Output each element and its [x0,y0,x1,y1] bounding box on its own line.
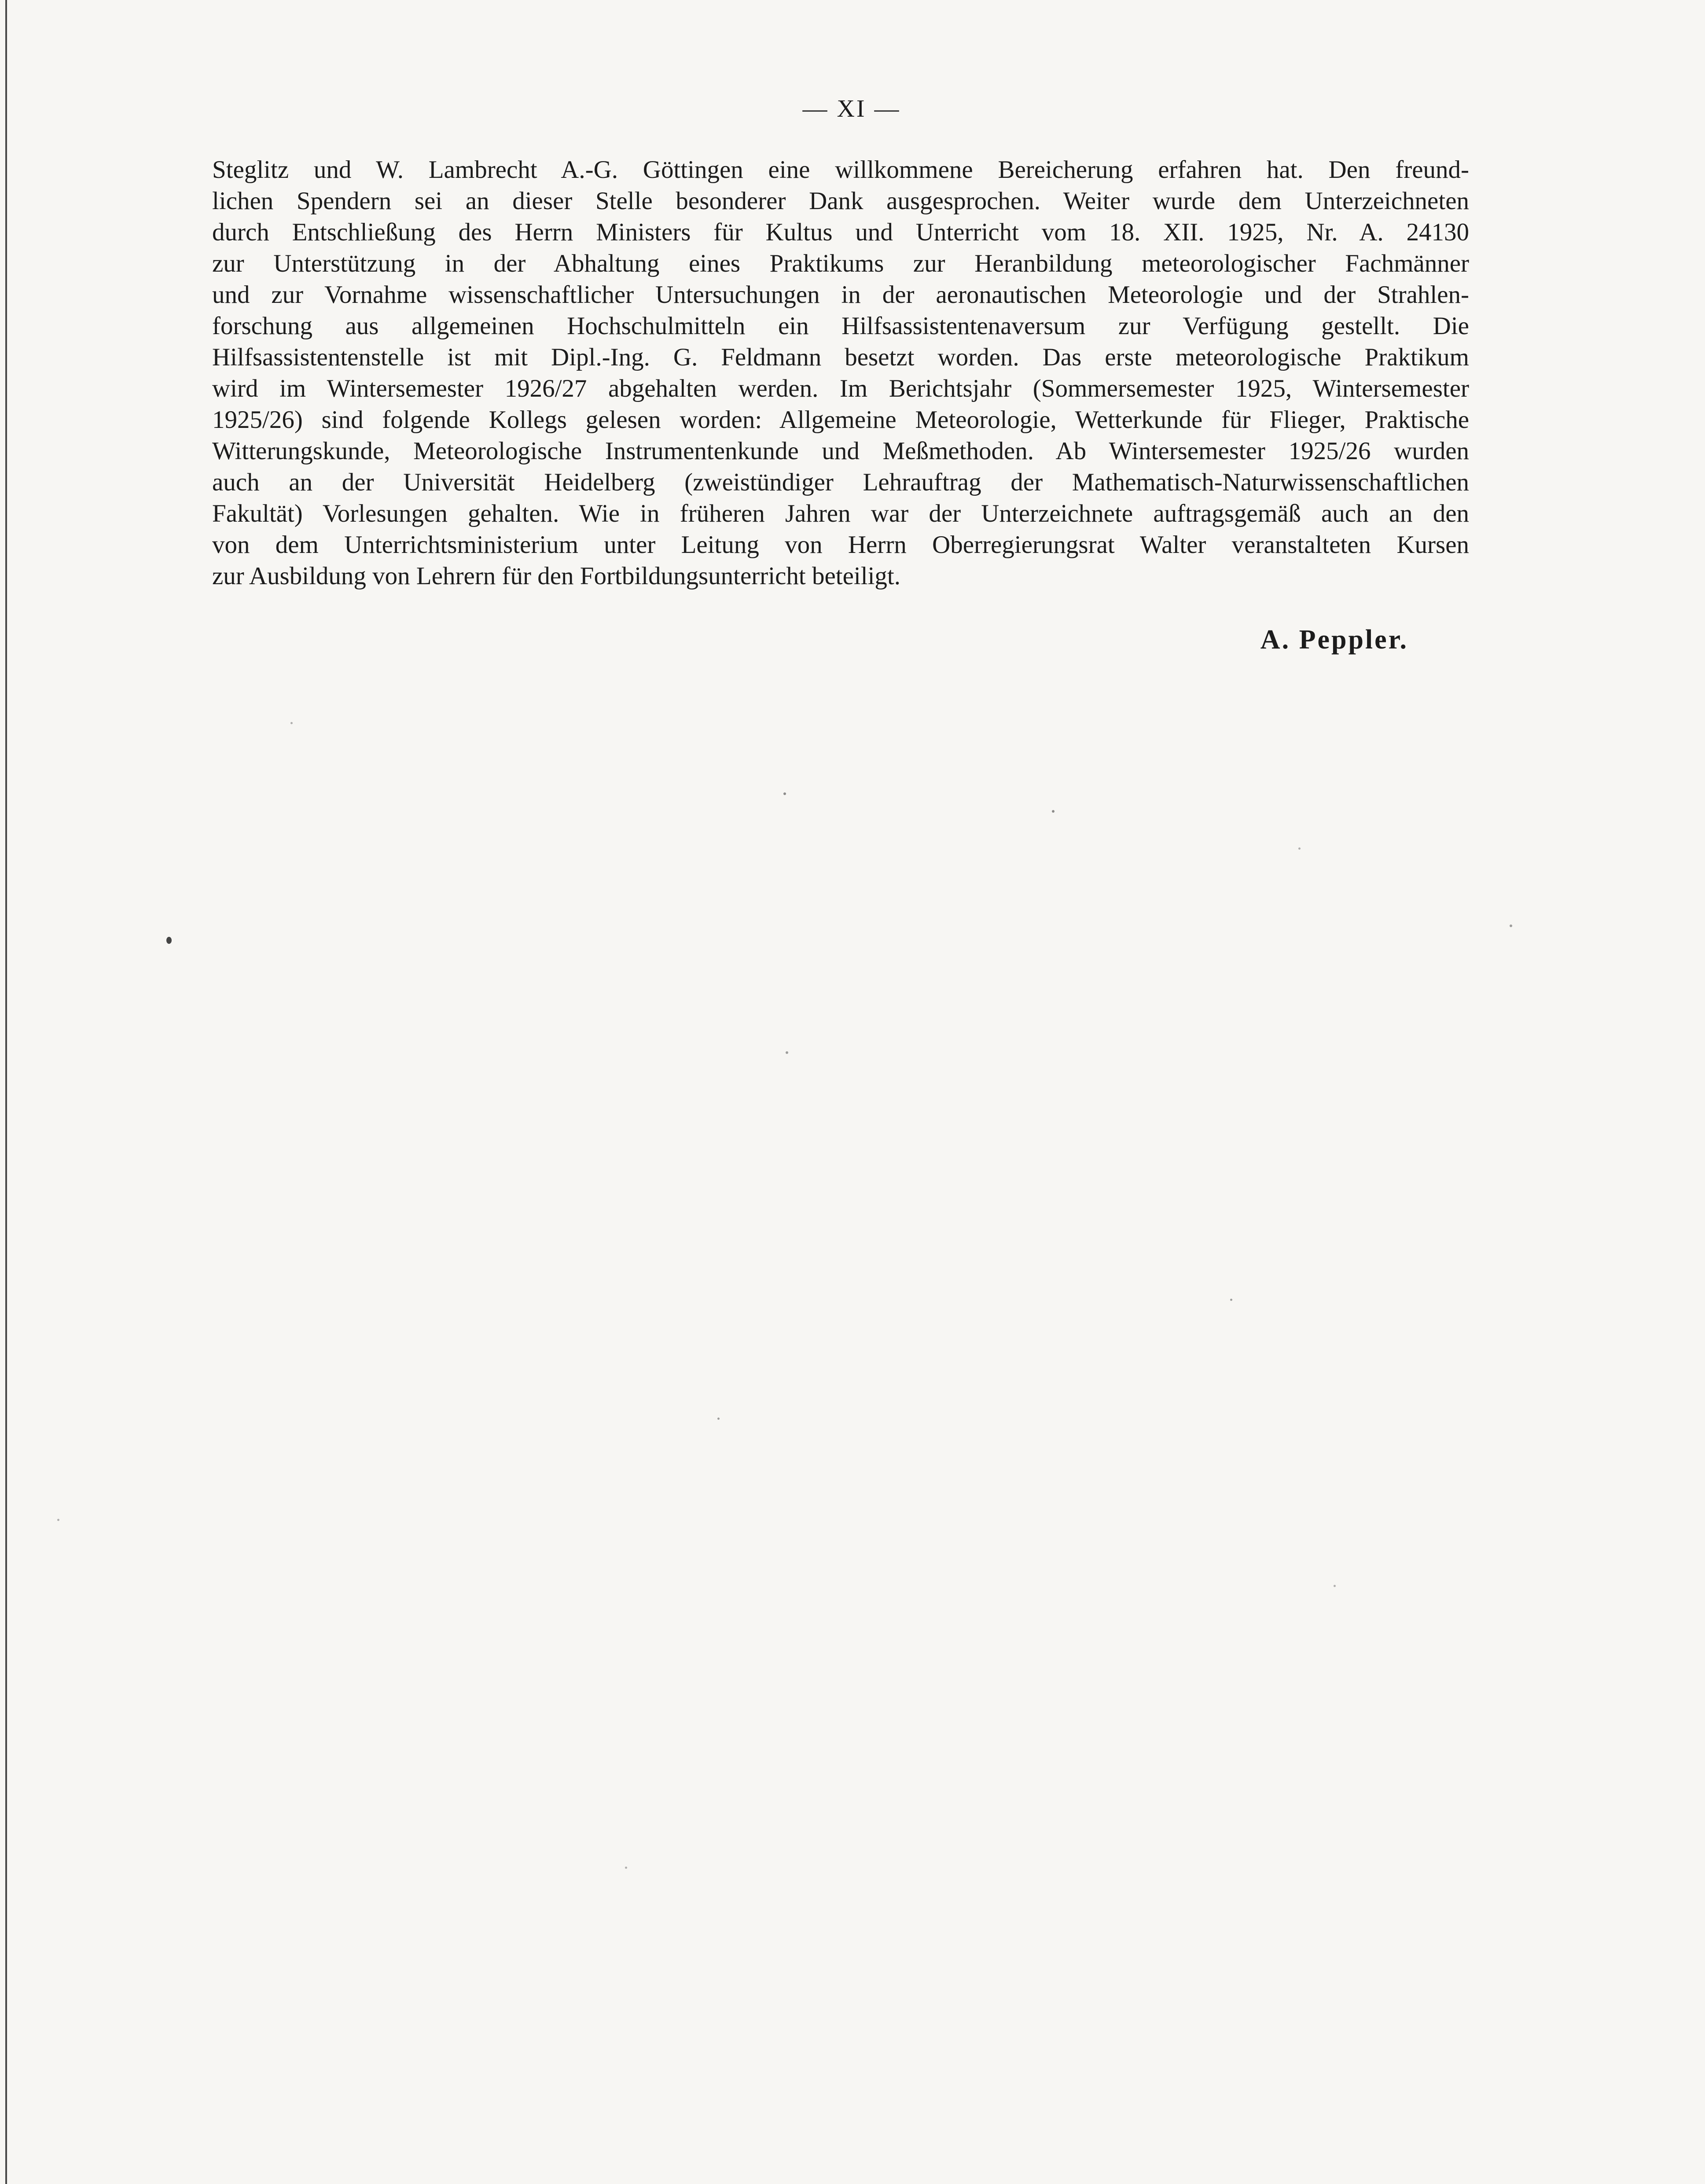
page-binding-edge [5,0,7,2184]
paper-speck [166,937,172,944]
report-paragraph [212,154,1469,592]
paragraph-line: Fakultät) Vorlesungen gehalten. Wie in früheren Jahren war der Unterzeichnete auftragsgemäß auch an den [212,500,1469,527]
paragraph-line: Steglitz und W. Lambrecht A.-G. Göttingen eine willkommene Bereicherung erfahren hat. Den freund- [212,156,1469,184]
paper-speck [57,1519,59,1521]
author-signature: A. Peppler. [1260,625,1408,655]
paragraph-line: wird im Wintersemester 1926/27 abgehalten werden. Im Berichtsjahr (Sommersemester 1925, Wintersemester [212,375,1469,402]
paragraph-line: Hilfsassistentenstelle ist mit Dipl.-Ing. G. Feldmann besetzt worden. Das erste meteorologische Praktikum [212,343,1469,371]
paragraph-line: zur Ausbildung von Lehrern für den Fortbildungsunterricht beteiligt. [212,562,901,590]
paragraph-line: lichen Spendern sei an dieser Stelle besonderer Dank ausgesprochen. Weiter wurde dem Unterzeichneten [212,187,1469,215]
paper-speck [1334,1585,1336,1587]
paragraph-line: auch an der Universität Heidelberg (zweistündiger Lehrauftrag der Mathematisch-Naturwissenschaftlichen [212,468,1469,496]
paragraph-line: 1925/26) sind folgende Kollegs gelesen worden: Allgemeine Meteorologie, Wetterkunde für Flieger, Praktische [212,406,1469,434]
paragraph-line: forschung aus allgemeinen Hochschulmitteln ein Hilfsassistentenaversum zur Verfügung gestellt. Die [212,312,1469,340]
paragraph-line: durch Entschließung des Herrn Ministers für Kultus und Unterricht vom 18. XII. 1925, Nr. A. 24130 [212,218,1469,246]
paper-speck [1230,1299,1232,1301]
paragraph-line: von dem Unterrichtsministerium unter Leitung von Herrn Oberregierungsrat Walter veranstalteten Kursen [212,531,1469,559]
paper-speck [1052,810,1055,813]
paper-speck [783,792,786,795]
paragraph-line: zur Unterstützung in der Abhaltung eines Praktikums zur Heranbildung meteorologischer Fachmänner [212,250,1469,277]
page-number: — XI — [802,95,901,122]
paper-speck [290,722,293,724]
paragraph-line: Witterungskunde, Meteorologische Instrumentenkunde und Meßmethoden. Ab Wintersemester 1925/26 wurden [212,437,1469,465]
paper-speck [1510,924,1512,927]
paper-speck [717,1418,720,1420]
paper-speck [1298,847,1301,850]
paragraph-line: und zur Vornahme wissenschaftlicher Untersuchungen in der aeronautischen Meteorologie und der Strahlen- [212,281,1469,309]
paper-speck [625,1867,627,1869]
paper-speck [786,1051,788,1054]
